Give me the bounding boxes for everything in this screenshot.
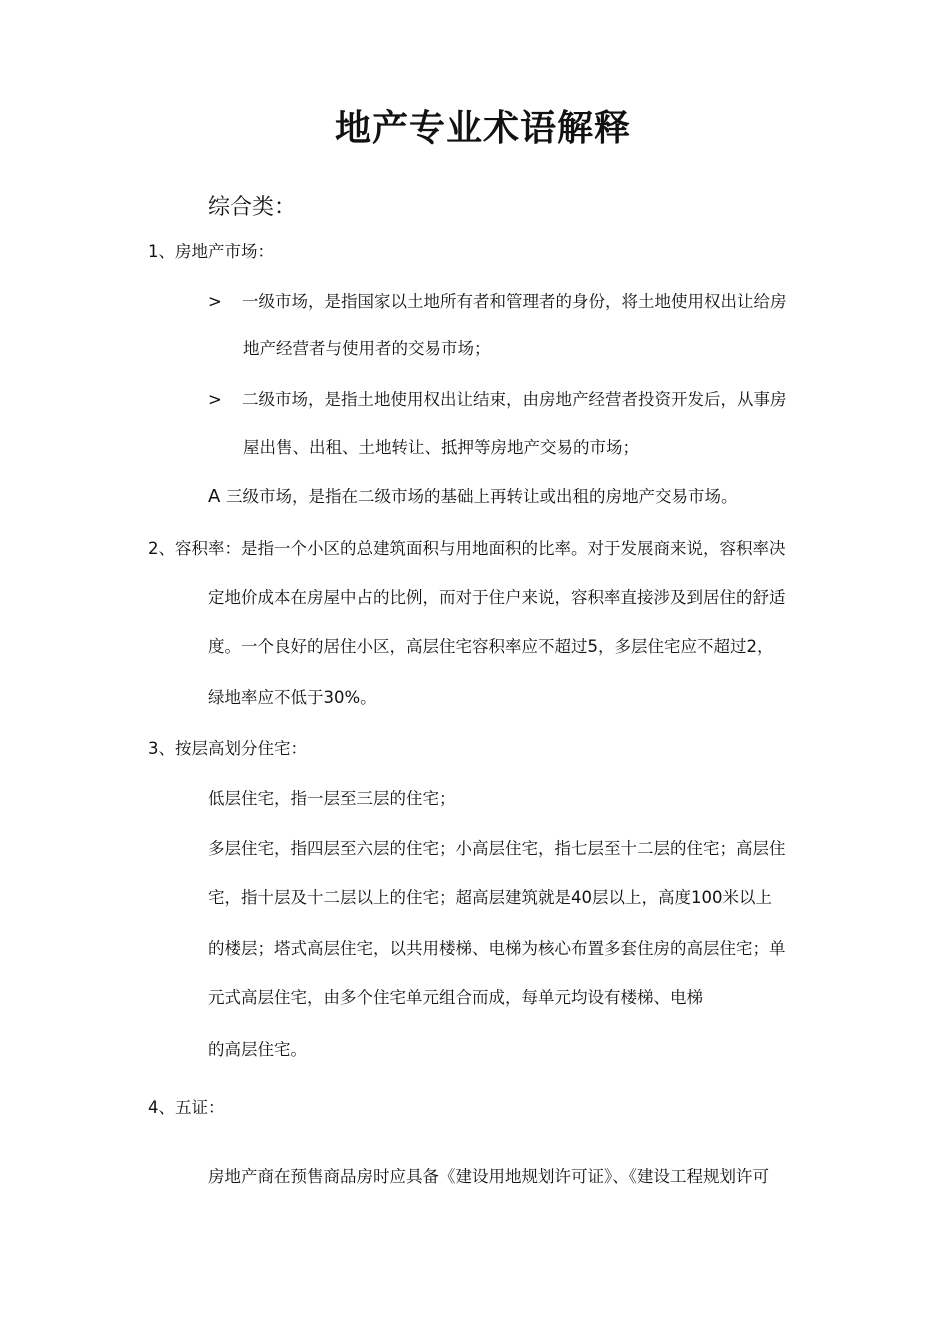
paragraph-line: 宅，指十层及十二层以上的住宅；超高层建筑就是40层以上，高度100米以上 <box>208 888 772 907</box>
paragraph-line: 度。一个良好的居住小区，高层住宅容积率应不超过5，多层住宅应不超过2， <box>208 637 774 656</box>
document-title: 地产专业术语解释 <box>334 108 631 149</box>
paragraph-line: 的高层住宅。 <box>208 1040 307 1059</box>
item-heading-4: 4、五证： <box>148 1098 225 1117</box>
section-heading: 综合类： <box>208 195 297 220</box>
bullet-text: 三级市场，是指在二级市场的基础上再转让或出租的房地产交易市场。 <box>226 487 738 506</box>
bullet-2-line-2: 屋出售、出租、土地转让、抵押等房地产交易的市场； <box>243 438 639 457</box>
paragraph-line: 多层住宅，指四层至六层的住宅；小高层住宅，指七层至十二层的住宅；高层住 <box>208 839 786 858</box>
bullet-text: 二级市场，是指土地使用权出让结束，由房地产经营者投资开发后，从事房 <box>242 390 787 409</box>
item-heading-3: 3、按层高划分住宅： <box>148 739 307 758</box>
paragraph-line: 定地价成本在房屋中占的比例，而对于住户来说，容积率直接涉及到居住的舒适 <box>208 588 786 607</box>
bullet-marker: > <box>208 292 222 311</box>
bullet-marker: > <box>208 390 222 409</box>
item-heading-1: 1、房地产市场： <box>148 242 274 261</box>
bullet-3-line-1 <box>208 485 738 509</box>
paragraph-line: 房地产商在预售商品房时应具备《建设用地规划许可证》、《建设工程规划许可 <box>208 1167 769 1186</box>
bullet-2-line-1 <box>208 388 787 412</box>
paragraph-line: 低层住宅，指一层至三层的住宅； <box>208 789 456 808</box>
bullet-1-line-2: 地产经营者与使用者的交易市场； <box>243 339 491 358</box>
bullet-1-line-1 <box>208 290 787 314</box>
bullet-text: 一级市场，是指国家以土地所有者和管理者的身份，将土地使用权出让给房 <box>242 292 787 311</box>
bullet-marker: A <box>208 486 221 507</box>
paragraph-line: 元式高层住宅，由多个住宅单元组合而成，每单元均设有楼梯、电梯 <box>208 988 703 1007</box>
paragraph-line: 的楼层；塔式高层住宅，以共用楼梯、电梯为核心布置多套住房的高层住宅；单 <box>208 939 786 958</box>
paragraph-line: 绿地率应不低于30%。 <box>208 688 377 707</box>
item-heading-2: 2、容积率：是指一个小区的总建筑面积与用地面积的比率。对于发展商来说，容积率决 <box>148 539 786 558</box>
